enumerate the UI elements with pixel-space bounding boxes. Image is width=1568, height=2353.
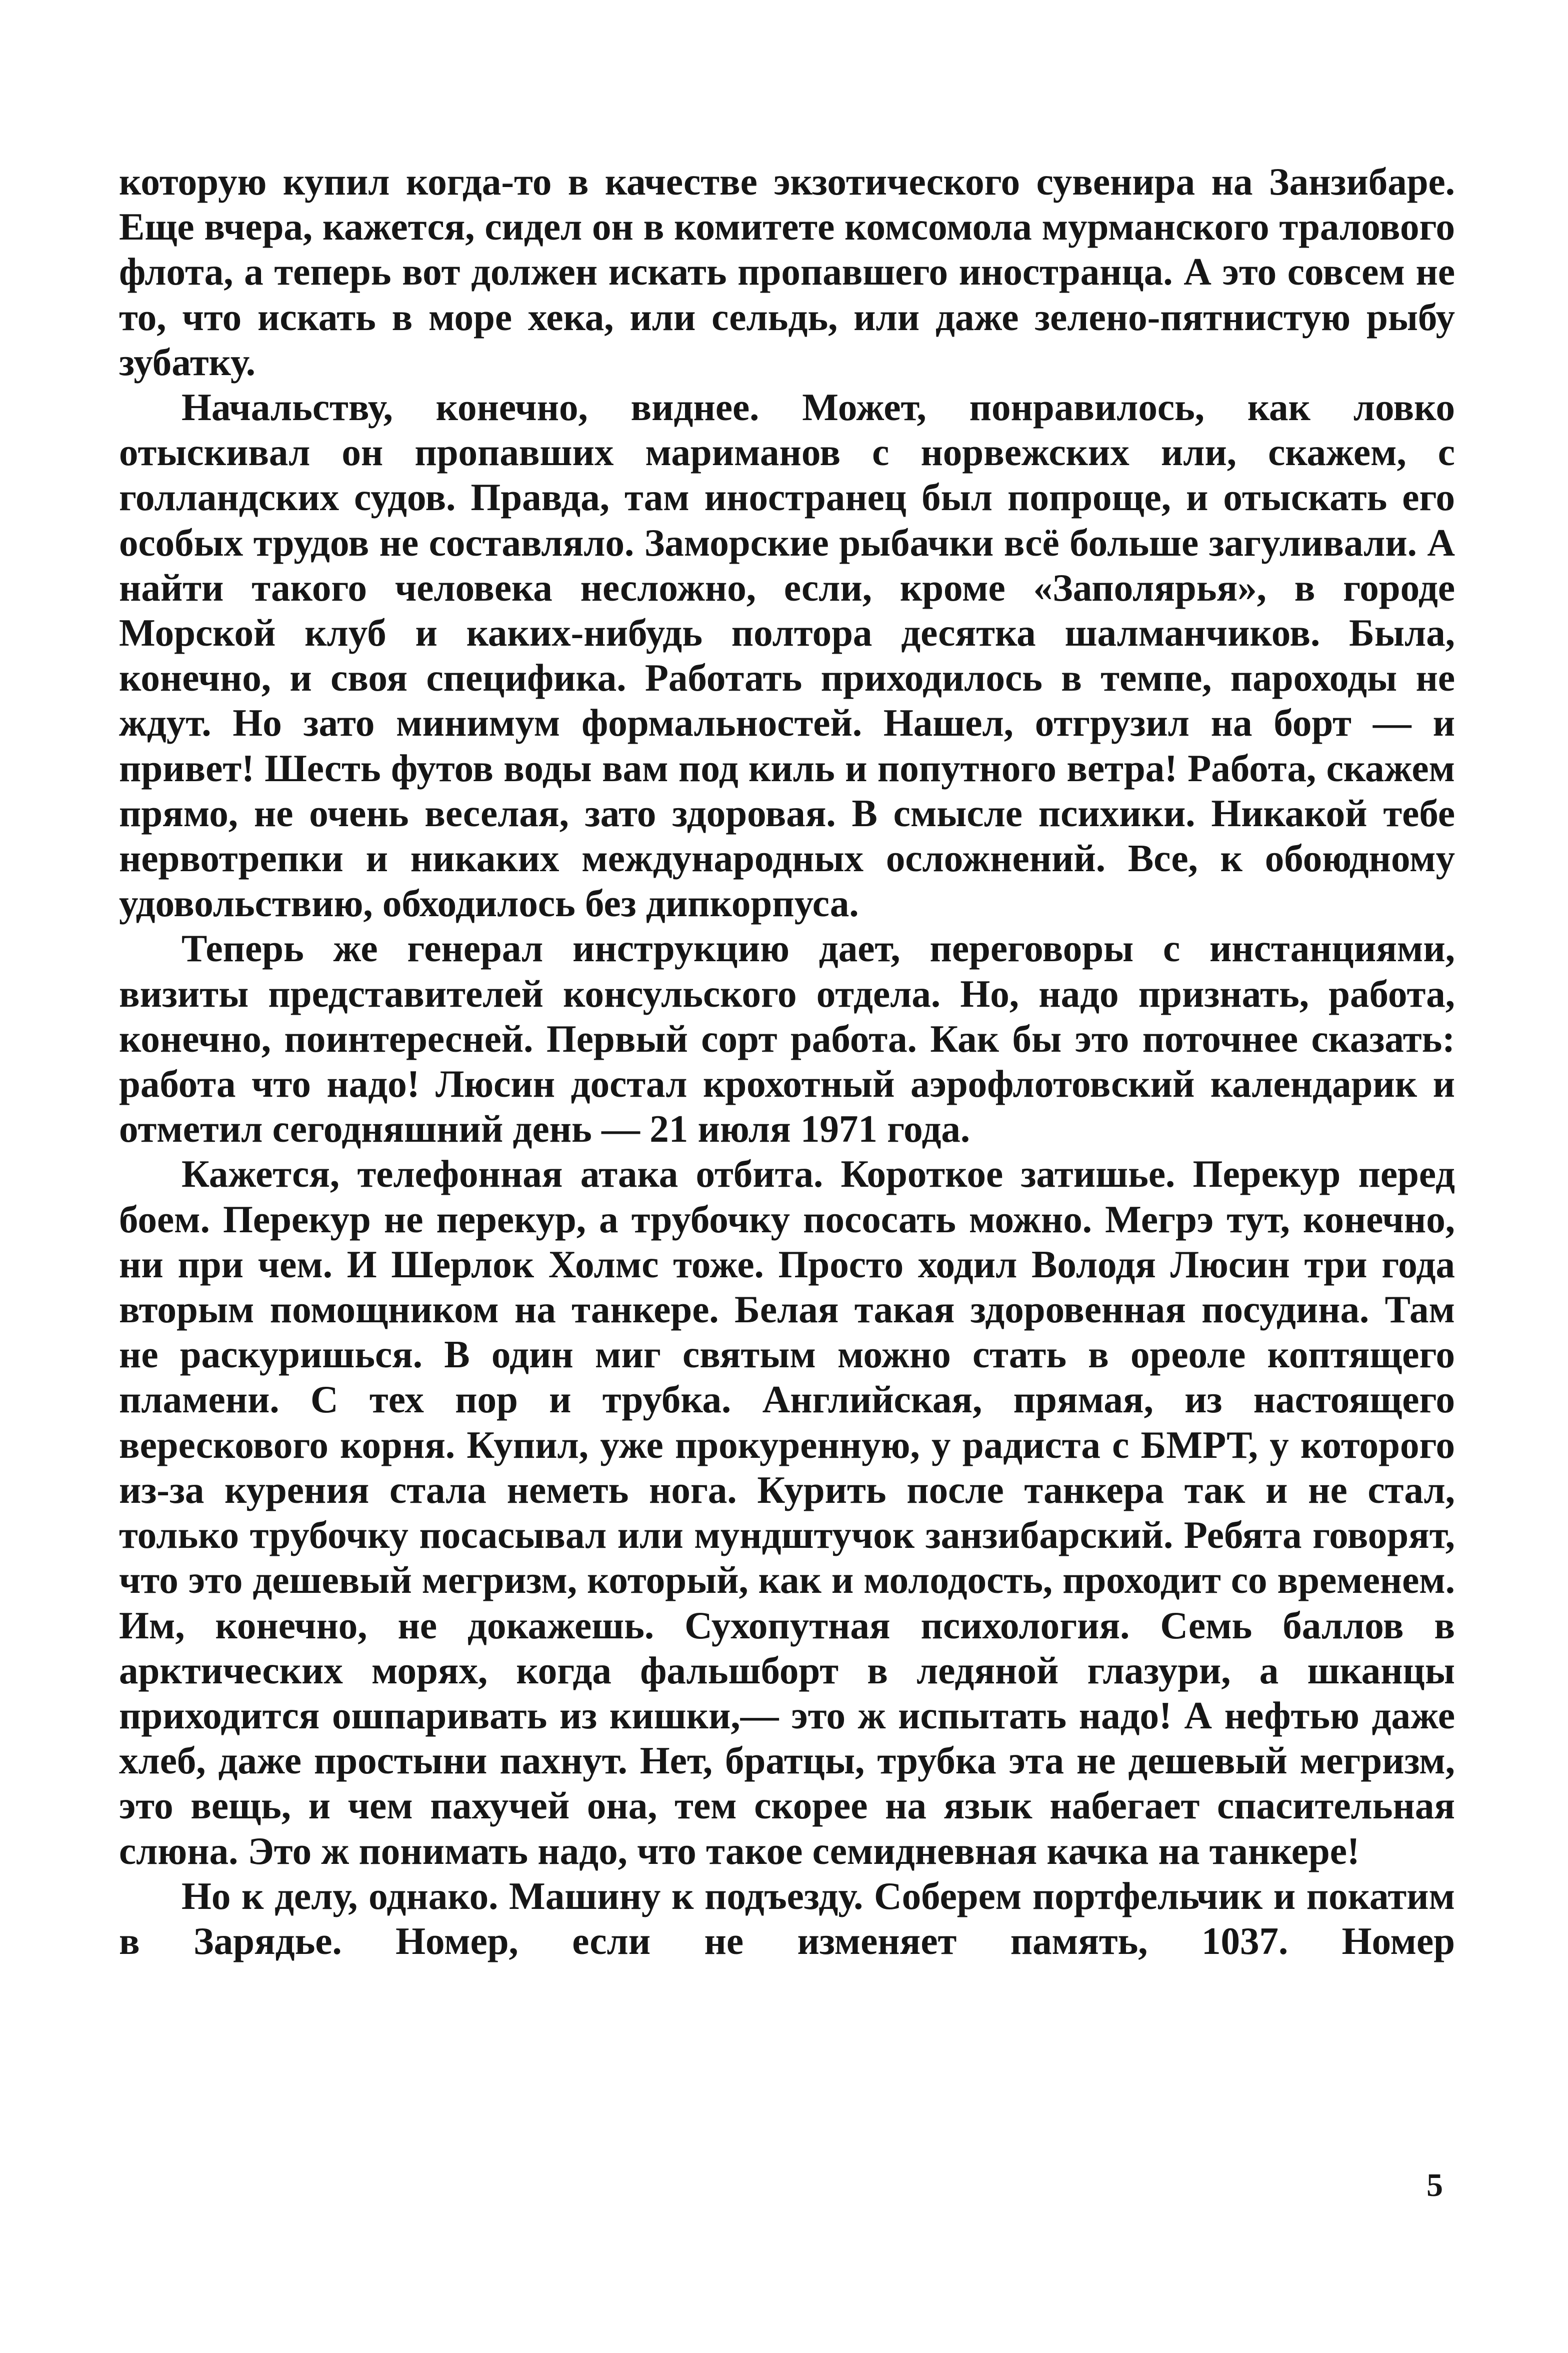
- paragraph-2: Начальству, конечно, виднее. Может, понравилось, как ловко отыскивал он пропавших мариманов с норвежских или, скажем, с голландских судов. Правда, там иностранец был попроще, и отыскать его особых трудов не составляло. Заморские рыбачки всё больше загуливали. А найти такого человека несложно, если, кроме «Заполярья», в городе Морской клуб и каких-нибудь полтора десятка шалманчиков. Была, конечно, и своя специфика. Работать приходилось в темпе, пароходы не ждут. Но зато минимум формальностей. Нашел, отгрузил на борт — и привет! Шесть футов воды вам под киль и попутного ветра! Работа, скажем прямо, не очень веселая, зато здоровая. В смысле психики. Никакой тебе нервотрепки и никаких международных осложнений. Все, к обоюдному удовольствию, обходилось без дипкорпуса.: [119, 386, 1455, 925]
- paragraph-3: Теперь же генерал инструкцию дает, переговоры с инстанциями, визиты представителей консульского отдела. Но, надо признать, работа, конечно, поинтересней. Первый сорт работа. Как бы это поточнее сказать: работа что надо! Люсин достал крохотный аэрофлотовский календарик и отметил сегодняшний день — 21 июля 1971 года.: [119, 927, 1455, 1151]
- paragraph-1: которую купил когда-то в качестве экзотического сувенира на Занзибаре. Еще вчера, кажется, сидел он в комитете комсомола мурманского тралового флота, а теперь вот должен искать пропавшего иностранца. А это совсем не то, что искать в море хека, или сельдь, или даже зелено-пятнистую рыбу зубатку.: [119, 160, 1455, 384]
- body-text: [119, 159, 1455, 1963]
- paragraph-4: Кажется, телефонная атака отбита. Короткое затишье. Перекур перед боем. Перекур не перекур, а трубочку пососать можно. Мегрэ тут, конечно, ни при чем. И Шерлок Холмс тоже. Просто ходил Володя Люсин три года вторым помощником на танкере. Белая такая здоровенная посудина. Там не раскуришься. В один миг святым можно стать в ореоле коптящего пламени. С тех пор и трубка. Английская, прямая, из настоящего верескового корня. Купил, уже прокуренную, у радиста с БМРТ, у которого из-за курения стала неметь нога. Курить после танкера так и не стал, только трубочку посасывал или мундштучок занзибарский. Ребята говорят, что это дешевый мегризм, который, как и молодость, проходит со временем. Им, конечно, не докажешь. Сухопутная психология. Семь баллов в арктических морях, когда фальшборт в ледяной глазури, а шканцы приходится ошпаривать из кишки,— это ж испытать надо! А нефтью даже хлеб, даже простыни пахнут. Нет, братцы, трубка эта не дешевый мегризм, это вещь, и чем пахучей она, тем скорее на язык набегает спасительная слюна. Это ж понимать надо, что такое семидневная качка на танкере!: [119, 1152, 1455, 1872]
- paragraph-5: Но к делу, однако. Машину к подъезду. Соберем портфельчик и покатим в Зарядье. Номер, если не изменяет память, 1037. Номер: [119, 1874, 1455, 1962]
- page-number: 5: [1426, 2167, 1443, 2203]
